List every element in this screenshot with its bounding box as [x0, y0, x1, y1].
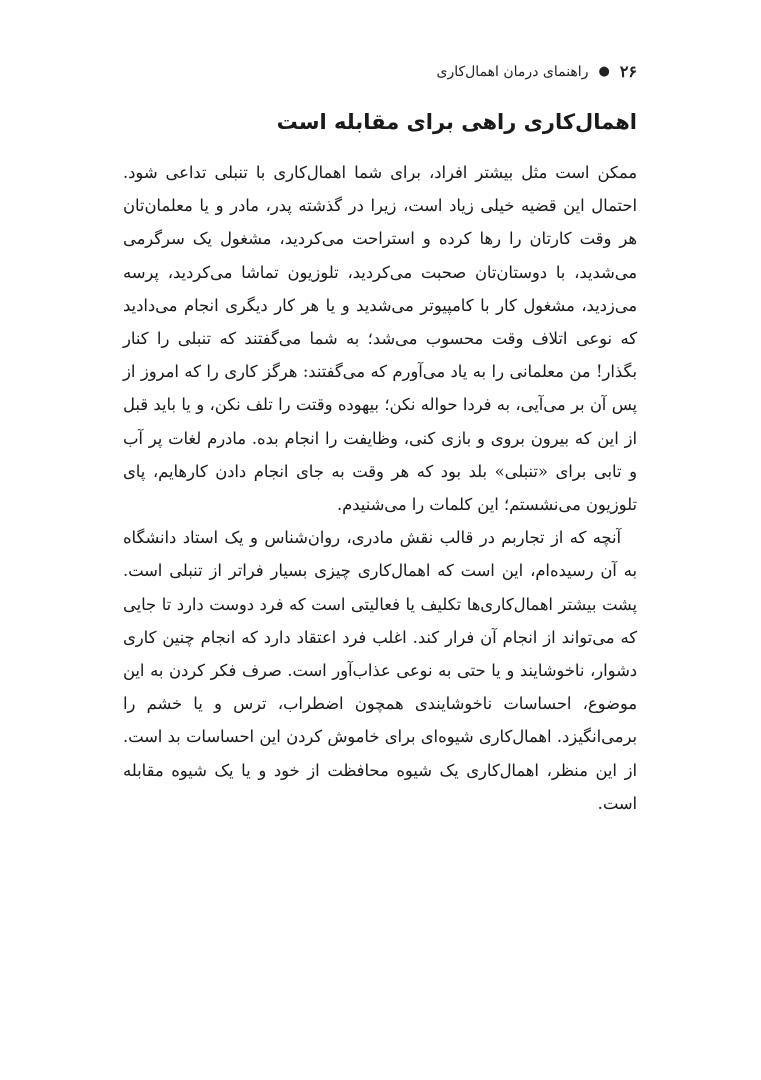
section-title: اهمال‌کاری راهی برای مقابله است: [276, 110, 637, 134]
running-header: [436, 62, 637, 81]
body-text: [123, 156, 637, 820]
paragraph-1: ممکن است مثل بیشتر افراد، برای شما اهمال‌کاری با تنبلی تداعی شود. احتمال این قضیه خیلی زیاد است، زیرا در گذشته پدر، مادر و یا معلمان‌تان هر وقت کارتان را رها کرده و استراحت می‌کردید، مشغول یک سرگرمی می‌شدید، با دوستان‌تان صحبت می‌کردید، تلوزیون تماشا می‌کردید، پرسه می‌زدید، مشغول کار با کامپیوتر می‌شدید و یا هر کار دیگری انجام می‌دادید که نوعی اتلاف وقت محسوب می‌شد؛ به شما می‌گفتند که تنبلی را کنار بگذار! من معلمانی را به یاد می‌آورم که می‌گفتند: هرگز کاری را که امروز از پس آن بر می‌آیی، به فردا حواله نکن؛ بیهوده وقتت را تلف نکن، و یا باید قبل از این که بیرون بروی و بازی کنی، وظایفت را انجام بده. مادرم لغات پر آب و تابی برای «تنبلی» بلد بود که هر وقت به جای انجام دادن کارهایم، پای تلوزیون می‌نشستم؛ این کلمات را می‌شنیدم.: [123, 163, 637, 515]
book-title: راهنمای درمان اهمال‌کاری: [436, 63, 589, 80]
paragraph-2: آنچه که از تجاربم در قالب نقش مادری، روان‌شناس و یک استاد دانشگاه به آن رسیده‌ام، این است که اهمال‌کاری چیزی بسیار فراتر از تنبلی است. پشت بیشتر اهمال‌کاری‌ها تکلیف یا فعالیتی است که فرد دوست دارد تا جایی که می‌تواند از انجام آن فرار کند. اغلب فرد اعتقاد دارد که انجام چنین کاری دشوار، ناخوشایند و یا حتی به نوعی عذاب‌آور است. صرف فکر کردن به این موضوع، احساسات ناخوشایندی همچون اضطراب، ترس و یا خشم را برمی‌انگیزد. اهمال‌کاری شیوه‌ای برای خاموش کردن این احساسات بد است. از این منظر، اهمال‌کاری یک شیوه محافظت از خود و یا یک شیوه مقابله است.: [123, 528, 637, 813]
page-number: ۲۶: [619, 62, 637, 81]
bullet-icon: ●: [598, 64, 610, 79]
